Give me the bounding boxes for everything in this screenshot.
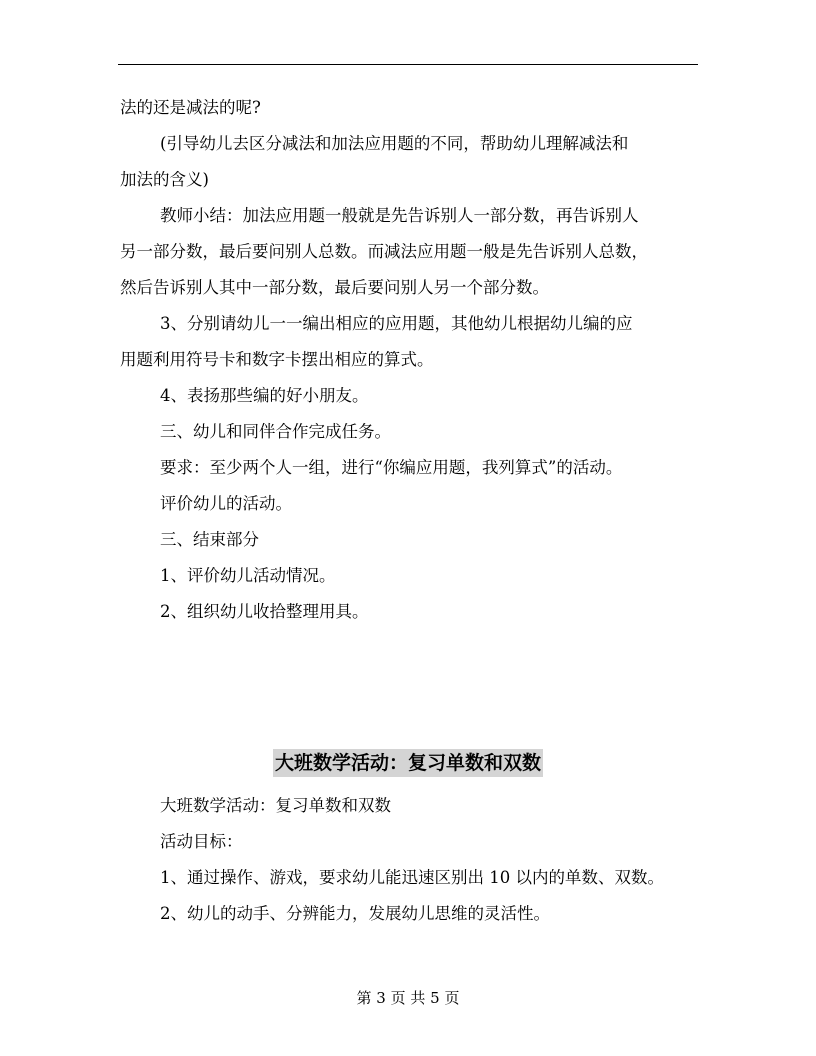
- section-title: 大班数学活动：复习单数和双数: [273, 749, 543, 777]
- body-line: 活动目标：: [160, 832, 243, 851]
- page-footer: 第 3 页 共 5 页: [356, 989, 460, 1007]
- body-line: 1、通过操作、游戏，要求幼儿能迅速区别出 10 以内的单数、双数。: [160, 868, 664, 887]
- body-line: 1、评价幼儿活动情况。: [160, 566, 336, 585]
- body-line: 4、表扬那些编的好小朋友。: [160, 386, 369, 405]
- body-line: 三、幼儿和同伴合作完成任务。: [160, 422, 391, 441]
- body-line: 教师小结：加法应用题一般就是先告诉别人一部分数，再告诉别人: [160, 206, 639, 225]
- body-line: 2、幼儿的动手、分辨能力，发展幼儿思维的灵活性。: [160, 904, 550, 923]
- body-line: 要求：至少两个人一组，进行“你编应用题，我列算式”的活动。: [160, 458, 623, 477]
- body-line: 三、结束部分: [160, 530, 259, 549]
- body-line: 用题利用符号卡和数字卡摆出相应的算式。: [120, 350, 434, 369]
- body-line: 大班数学活动：复习单数和双数: [160, 796, 391, 815]
- body-line: 加法的含义): [120, 170, 209, 189]
- body-line: (引导幼儿去区分减法和加法应用题的不同，帮助幼儿理解减法和: [160, 134, 629, 153]
- header-rule: [118, 64, 698, 65]
- body-line: 另一部分数，最后要问别人总数。而减法应用题一般是先告诉别人总数，: [120, 242, 648, 261]
- body-line: 法的还是减法的呢?: [120, 98, 261, 117]
- body-line: 评价幼儿的活动。: [160, 494, 292, 513]
- body-line: 2、组织幼儿收拾整理用具。: [160, 602, 369, 621]
- section-title-wrap: [0, 749, 816, 777]
- body-line: 3、分别请幼儿一一编出相应的应用题，其他幼儿根据幼儿编的应: [160, 314, 633, 333]
- body-line: 然后告诉别人其中一部分数，最后要问别人另一个部分数。: [120, 278, 549, 297]
